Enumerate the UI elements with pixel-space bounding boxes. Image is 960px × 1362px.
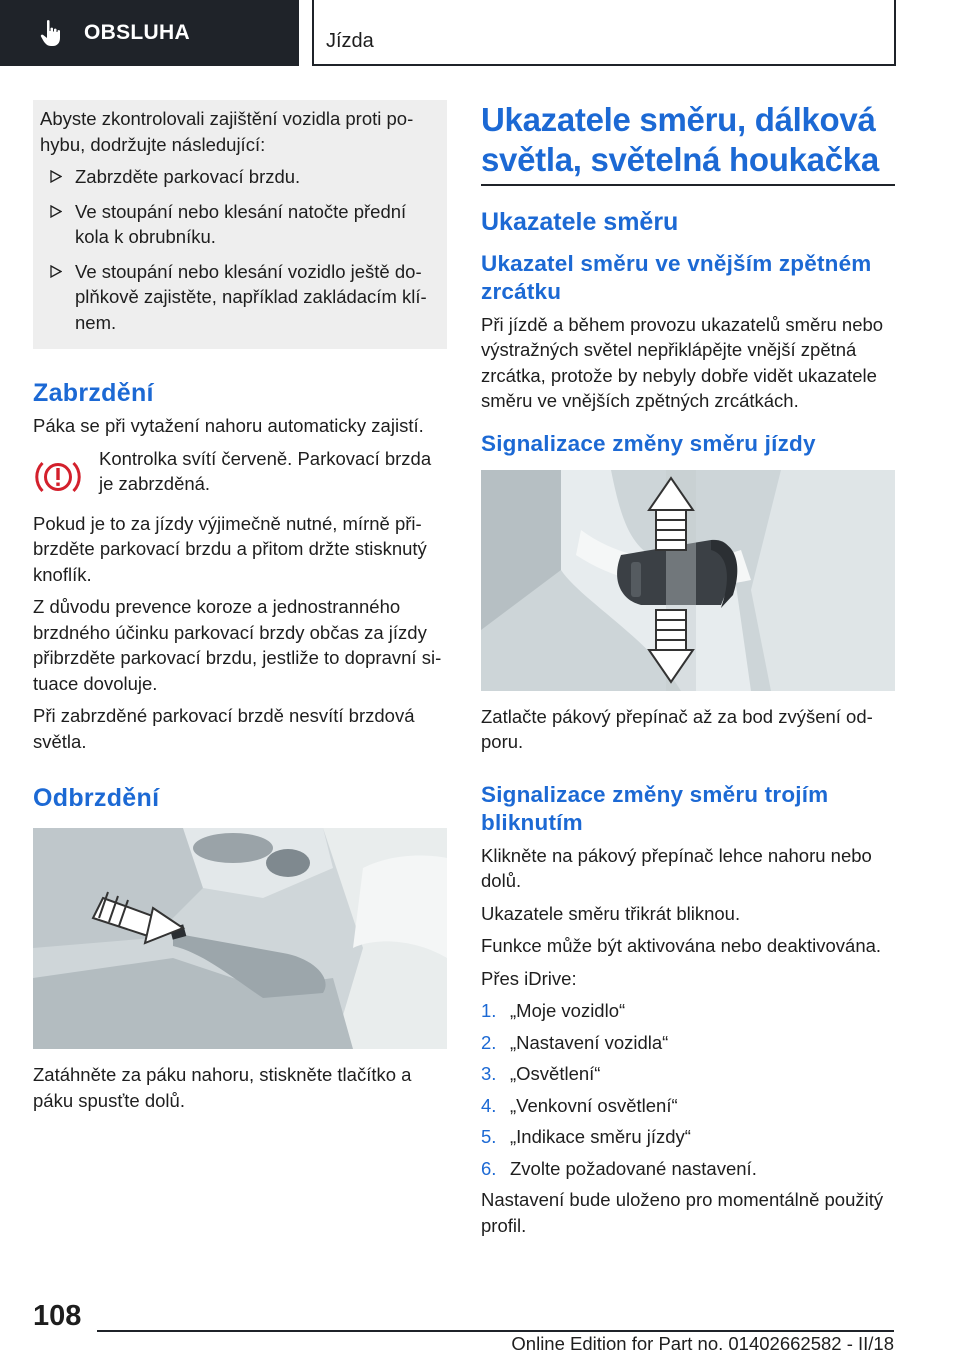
list-item: [481, 1156, 895, 1182]
step-text: „Indikace směru jízdy“: [510, 1126, 691, 1147]
section-tab[interactable]: [0, 0, 299, 66]
step-number: 2.: [481, 1031, 497, 1053]
parking-brake-drawing: [33, 828, 447, 1049]
step-number: 6.: [481, 1157, 497, 1179]
chapter-title: Jízda: [326, 30, 374, 52]
step-text: „Moje vozidlo“: [510, 1000, 626, 1021]
release-text: Zatáhněte za páku nahoru, stiskněte tlačítko a páku spusťte dolů.: [33, 1064, 412, 1111]
signal-change-text: Zatlačte pákový přepínač až za bod zvýšení odporu.: [481, 705, 873, 752]
turn-signals-heading: Ukazatele směru: [481, 207, 679, 236]
parking-brake-warning-icon: [33, 458, 83, 496]
list-item-text: Ve stoupání nebo klesání vozidlo ještě doplňkově zajistěte, například zakládacím klínem.: [75, 260, 427, 333]
idrive-label: Přes iDrive:: [481, 967, 577, 989]
note-intro: Abyste zkontrolovali zajištění vozidla proti pohybu, dodržujte následující:: [40, 108, 414, 155]
page-number: 108: [33, 1300, 82, 1332]
idrive-steps: [481, 998, 895, 1181]
right-column: [481, 100, 895, 1245]
list-item: [40, 259, 437, 336]
triple-blink-heading: Signalizace změny směru trojím bliknutím: [481, 781, 829, 835]
list-item-text: Ve stoupání nebo klesání natočte přední kola k obrubníku.: [75, 200, 407, 247]
closing-text: Nastavení bude uloženo pro momentálně použitý profil.: [481, 1189, 884, 1236]
signal-change-heading: Signalizace změny směru jízdy: [481, 430, 816, 456]
triple-blink-text-1: Klikněte na pákový přepínač lehce nahoru nebo dolů.: [481, 844, 872, 891]
turn-signal-lever-drawing: [481, 470, 895, 691]
list-item: [481, 1124, 895, 1150]
triple-blink-text-3: Funkce může být aktivována nebo deaktivována.: [481, 935, 882, 956]
brake-paragraph-2: Z důvodu prevence koroze a jednostranného brzdného účinku parkovací brzdy občas za jízdy přibrzděte parkovací brzdu, jestliže to dopravní situace dovoluje.: [33, 596, 442, 694]
list-item: [481, 1030, 895, 1056]
mirror-signal-heading: Ukazatel směru ve vnějším zpětném zrcátku: [481, 250, 872, 304]
triangle-bullet-icon: [50, 170, 62, 183]
triangle-bullet-icon: [50, 265, 62, 278]
note-list: [40, 164, 437, 335]
mirror-signal-text: Při jízdě a během provozu ukazatelů směru nebo výstražných světel nepřiklápějte vnější zpětná zrcátka, protože by nebyly dobře vidět ukazatele směru ve vnějších zpětných zrcátkách.: [481, 313, 884, 411]
step-number: 4.: [481, 1094, 497, 1116]
indicator-icon-wrap: [33, 446, 99, 501]
chapter-header-frame: [312, 0, 896, 66]
step-text: „Nastavení vozidla“: [510, 1031, 669, 1053]
step-text: „Osvětlení“: [510, 1063, 601, 1084]
list-item: [40, 164, 437, 190]
brake-paragraph-1: Pokud je to za jízdy výjimečně nutné, mírně přibrzděte parkovací brzdu a přitom držte stisknutý knoflík.: [33, 512, 427, 585]
list-item: [481, 1061, 895, 1087]
brake-heading: Zabrzdění: [33, 379, 154, 407]
note-box: [33, 100, 447, 349]
triangle-bullet-icon: [50, 205, 62, 218]
step-number: 1.: [481, 1000, 497, 1021]
parking-brake-illustration: [33, 828, 447, 1049]
hand-pointer-icon: [40, 19, 62, 47]
indicator-note: [33, 446, 447, 501]
indicator-text: Kontrolka svítí červeně. Parkovací brzda je zabrzděná.: [99, 447, 432, 494]
section-tab-label: OBSLUHA: [84, 21, 190, 44]
turn-signal-lever-illustration: [481, 470, 895, 691]
list-item: [40, 199, 437, 250]
heading-rule: [481, 184, 895, 186]
step-number: 5.: [481, 1126, 497, 1147]
step-number: 3.: [481, 1063, 497, 1084]
release-heading: Odbrzdění: [33, 784, 160, 812]
footer-rule: [97, 1330, 894, 1332]
triple-blink-text-2: Ukazatele směru třikrát bliknou.: [481, 902, 741, 924]
list-item: [481, 998, 895, 1024]
list-item: [481, 1093, 895, 1119]
edition-text: Online Edition for Part no. 01402662582 - II/18: [511, 1333, 894, 1354]
list-item-text: Zabrzděte parkovací brzdu.: [75, 166, 301, 187]
brake-text: Páka se při vytažení nahoru automaticky zajistí.: [33, 415, 424, 436]
step-text: Zvolte požadované nastavení.: [510, 1157, 757, 1179]
main-heading: Ukazatele směru, dálková světla, světelná houkačka: [481, 101, 879, 178]
brake-paragraph-3: Při zabrzděné parkovací brzdě nesvítí brzdová světla.: [33, 705, 415, 752]
step-text: „Venkovní osvětlení“: [510, 1094, 678, 1116]
left-column: [33, 100, 447, 1120]
